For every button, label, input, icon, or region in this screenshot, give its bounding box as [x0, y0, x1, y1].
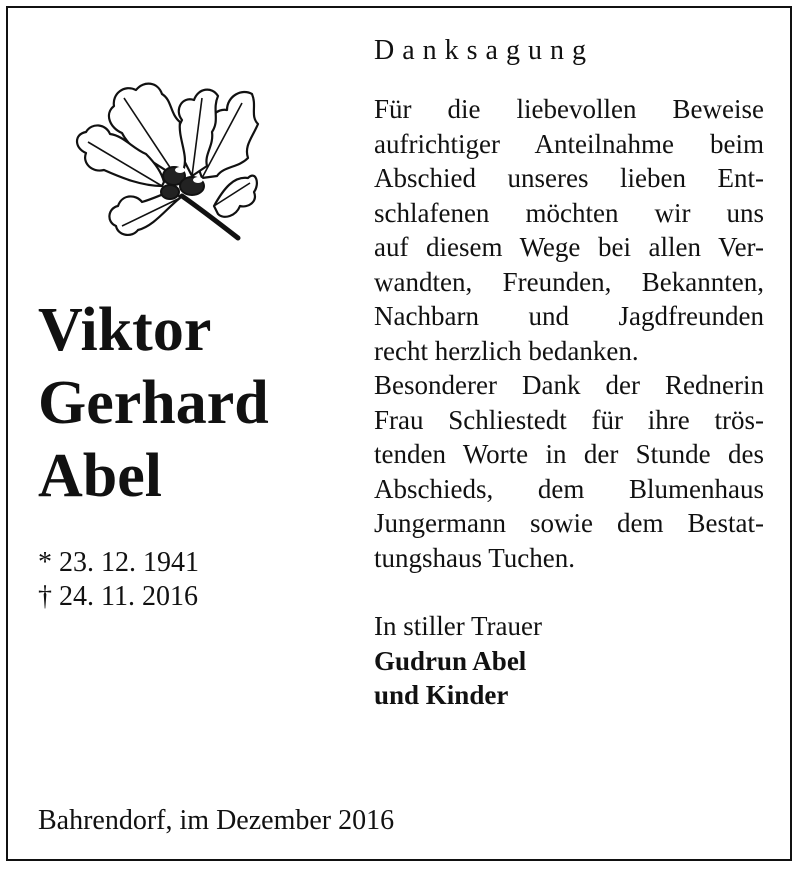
message-body — [374, 92, 764, 575]
message-line: Nachbarn und Jagdfreunden — [374, 301, 764, 331]
message-column — [374, 34, 764, 713]
message-line: Abschied unseres lieben Ent- — [374, 163, 764, 193]
signer-family: und Kinder — [374, 680, 509, 710]
message-line: Jungermann sowie dem Bestat- — [374, 508, 764, 538]
message-line: wandten, Freunden, Bekannten, — [374, 266, 764, 297]
obituary-card — [6, 6, 792, 861]
signer-name: Gudrun Abel — [374, 645, 527, 676]
birth-date: * 23. 12. 1941 — [38, 547, 199, 578]
message-line: Frau Schliestedt für ihre trös- — [374, 404, 764, 435]
deceased-middle-name: Gerhard — [38, 369, 269, 437]
message-line: aufrichtiger Anteilnahme beim — [374, 128, 764, 159]
closing-phrase: In stiller Trauer — [374, 611, 542, 641]
life-dates — [38, 546, 199, 614]
deceased-name — [38, 294, 269, 513]
message-line: Abschieds, dem Blumenhaus — [374, 473, 764, 504]
place-date: Bahrendorf, im Dezember 2016 — [38, 805, 395, 836]
closing-block — [374, 609, 764, 713]
message-line: tenden Worte in der Stunde des — [374, 439, 764, 469]
death-date: † 24. 11. 2016 — [38, 581, 198, 612]
deceased-last-name: Abel — [38, 442, 162, 510]
message-line: schlafenen möchten wir uns — [374, 197, 764, 228]
message-line: Besonderer Dank der Rednerin — [374, 370, 764, 400]
message-line: auf diesem Wege bei allen Ver- — [374, 232, 764, 262]
message-heading: Danksagung — [374, 35, 594, 66]
oak-leaves-acorns-icon — [52, 58, 260, 242]
message-line: Für die liebevollen Beweise — [374, 94, 764, 124]
message-line: tungshaus Tuchen. — [374, 542, 576, 573]
message-line: recht herzlich bedanken. — [374, 335, 639, 366]
deceased-first-name: Viktor — [38, 296, 212, 364]
